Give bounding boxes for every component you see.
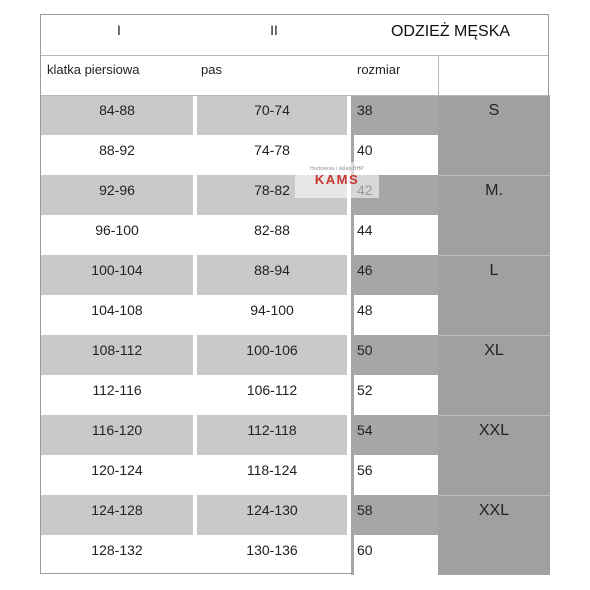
cell-waist: 74-78 — [254, 142, 290, 158]
cell-size: 54 — [357, 422, 373, 438]
subheader-size-divider — [438, 55, 439, 95]
cell-chest: 92-96 — [99, 182, 135, 198]
cell-waist: 118-124 — [246, 462, 298, 478]
cell-chest: 104-108 — [91, 302, 143, 318]
cell-size: 46 — [357, 262, 373, 278]
header-col-2: II — [270, 22, 278, 38]
cell-size: 44 — [357, 222, 373, 238]
size-chart-table — [40, 14, 549, 574]
header-divider — [41, 55, 548, 56]
column-header-size: rozmiar — [357, 62, 401, 77]
cell-chest: 120-124 — [91, 462, 143, 478]
subheader-divider — [41, 95, 548, 96]
cell-chest: 84-88 — [99, 102, 135, 118]
table-row — [41, 95, 438, 135]
watermark-tagline: Hurtownia i sklep BHP — [310, 166, 364, 172]
cell-size: 50 — [357, 342, 373, 358]
cell-chest: 108-112 — [91, 342, 143, 358]
cell-waist: 112-118 — [247, 422, 297, 438]
cell-waist: 94-100 — [250, 302, 294, 318]
letter-group-divider — [438, 495, 550, 496]
table-row — [41, 335, 438, 375]
cell-chest: 100-104 — [91, 262, 143, 278]
letter-size-label: L — [489, 262, 499, 279]
cell-size: 60 — [357, 542, 373, 558]
letter-size-label: S — [488, 102, 500, 119]
cell-size: 38 — [357, 102, 373, 118]
cell-chest: 124-128 — [91, 502, 143, 518]
cell-size: 56 — [357, 462, 373, 478]
cell-chest: 112-116 — [92, 382, 142, 398]
letter-group-divider — [438, 415, 550, 416]
cell-size: 48 — [357, 302, 373, 318]
letter-group-divider — [438, 255, 550, 256]
table-row — [41, 495, 438, 535]
cell-waist: 70-74 — [254, 102, 290, 118]
letter-group-divider — [438, 175, 550, 176]
cell-waist: 106-112 — [246, 382, 298, 398]
kams-watermark — [295, 162, 379, 198]
cell-chest: 116-120 — [91, 422, 143, 438]
letter-size-label: M. — [485, 182, 503, 199]
cell-chest: 128-132 — [91, 542, 143, 558]
cell-chest: 88-92 — [99, 142, 135, 158]
table-row — [41, 295, 438, 335]
header-col-1: I — [117, 22, 121, 38]
table-title: ODZIEŻ MĘSKA — [390, 23, 511, 40]
cell-waist: 130-136 — [246, 542, 298, 558]
letter-size-label: XL — [484, 342, 504, 359]
table-row — [41, 415, 438, 455]
column-header-waist: pas — [201, 62, 222, 77]
letter-size-label: XXL — [478, 422, 510, 439]
column-header-chest: klatka piersiowa — [47, 62, 140, 77]
table-row — [41, 535, 438, 575]
table-row — [41, 255, 438, 295]
cell-waist: 100-106 — [246, 342, 298, 358]
table-row — [41, 375, 438, 415]
letter-size-label: XXL — [478, 502, 510, 519]
table-row — [41, 455, 438, 495]
cell-size: 58 — [357, 502, 373, 518]
cell-waist: 124-130 — [246, 502, 298, 518]
cell-chest: 96-100 — [95, 222, 139, 238]
cell-size: 40 — [357, 142, 373, 158]
watermark-brand: KAMS — [314, 172, 360, 187]
cell-waist: 78-82 — [254, 182, 290, 198]
cell-waist: 88-94 — [254, 262, 290, 278]
table-row — [41, 215, 438, 255]
cell-waist: 82-88 — [254, 222, 290, 238]
letter-group-divider — [438, 335, 550, 336]
cell-size: 52 — [357, 382, 373, 398]
